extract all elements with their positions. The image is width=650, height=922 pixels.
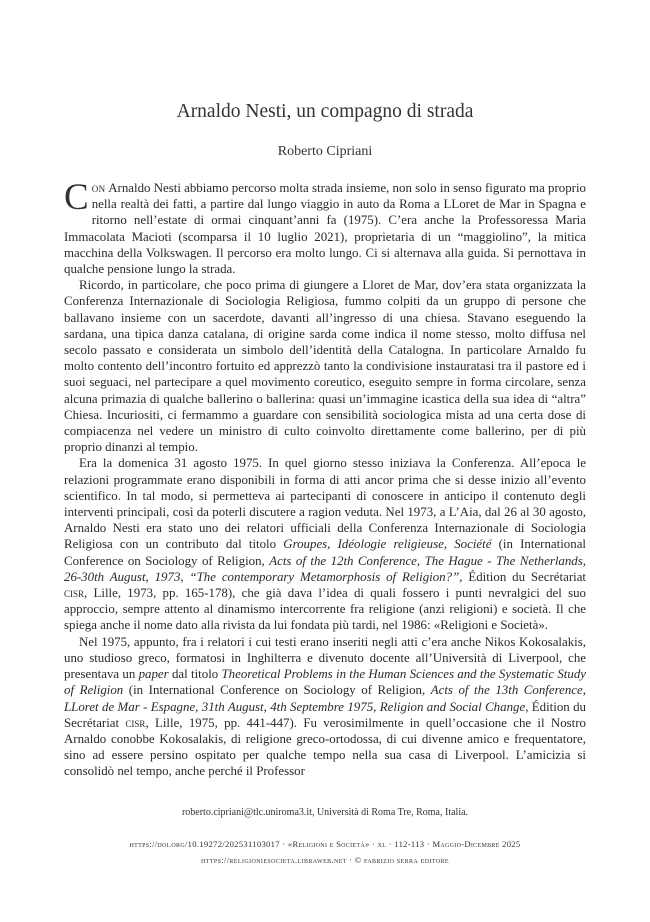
text-run: Era la domenica 31 agosto 1975. In quel giorno stesso iniziava la Conferenza. All’epoca le relazioni programmate erano disponibili in forma di atti ancor prima che si desse inizio all’evento scientifico. In tal modo, si permetteva ai partecipanti di conoscere in anticipo il contenuto degli interventi principali, così da poterli discutere a ragion veduta. Nel 1973, a L’Aia, dal 26 al 30 agosto, Arnaldo Nesti era stato uno dei relatori ufficiali della Conferenza Internazionale di Sociologia Religiosa con un contributo dal titolo xyxy=(64,456,586,552)
doi-journal-footer xyxy=(0,839,650,849)
text-run: Groupes, Idéologie religieuse, Société xyxy=(283,537,492,552)
publisher-footer xyxy=(0,856,650,865)
text-run: paper xyxy=(138,667,169,682)
paragraph xyxy=(64,277,586,455)
text-run: cisr xyxy=(64,586,85,601)
text-run: Theoretical Problems in the Human Sciences and the Systematic Study of Religion xyxy=(64,667,586,698)
text-run: Acts of the 12th Conference, The Hague - The Netherlands, 26-30th August, 1973, “The contemporary Metamorphosis of Religion?” xyxy=(64,553,586,584)
article-title: Arnaldo Nesti, un compagno di strada xyxy=(176,101,474,122)
text-run: (in International Conference on Sociology of Religion, xyxy=(123,683,431,698)
text-run: , Lille, 1973, pp. 165-178), che già dava l’idea di quali fossero i punti nevralgici del suo approccio, sempre attento al dinamismo intercorrente fra religione (anzi religioni) e società. Il che spiega anche il nome dato alla rivista da lui fondata più tardi, nel 1986: «Religioni e Società». xyxy=(64,586,586,633)
text-run: Acts of the 13th Conference, LLoret de Mar - Espagne, 31th August, 4th Septembre 1975, Religion and Social Change xyxy=(64,683,586,714)
text-run: Arnaldo Nesti abbiamo percorso molta strada insieme, non solo in senso figurato ma proprio nella realtà dei fatti, a partire dal lungo viaggio in auto da Roma a LLoret de Mar in Spagna e ritorno nell’estate di ormai cinquant’anni fa (1975). C’era anche la Professoressa Maria Immacolata Macioti (scomparsa il 10 luglio 2021), proprietaria di un “maggiolino”, la mitica macchina della Volkswagen. Il percorso era molto lungo. Ci si alternava alla guida. Si pernottava in qualche pensione lungo la strada. xyxy=(64,181,586,277)
text-run: Ricordo, in particolare, che poco prima di giungere a Lloret de Mar, dov’era stata organizzata la Conferenza Internazionale di Sociologia Religiosa, fummo colpiti da un gruppo di persone che ballavano insieme con un sacerdote, davanti all’ingresso di una chiesa. Stavano eseguendo la sardana, una tipica danza catalana, di origine sarda come indica il nome stesso, molto diffusa nel secolo passato e considerata un simbolo dell’identità della Catalogna. In particolare Arnaldo fu molto contento dell’incontro fortuito ed apprezzò tanto la condivisione instauratasi tra il pastore ed i suoi seguaci, nel partecipare a quel movimento coreutico, eseguito sempre in forma circolare, senza alcuna primazia di qualche ballerino o ballerina: quasi un’immagine icastica della sua idea di “altra” Chiesa. Incuriositi, ci fermammo a guardare con sensibilità sociologica mista ad una certa dose di compiacenza nel vedere un ministro di culto coinvolto direttamente come ballerino, per di più proprio dinanzi al tempio. xyxy=(64,278,586,455)
text-run: , Lille, 1975, pp. 441-447). Fu verosimilmente in quell’occasione che il Nostro Arnaldo conobbe Kokosalakis, di religione greco-ortodossa, di cui divenne amico e frequentatore, sino ad essere persino ospitato per qualche tempo nella sua casa di Liverpool. L’amicizia si consolidò nel tempo, anche perché il Professor xyxy=(64,715,586,779)
author-affiliation-footnote: roberto.cipriani@tlc.uniroma3.it, Università di Roma Tre, Roma, Italia. xyxy=(181,807,469,818)
publisher-footer-text: https://religioniesocieta.libraweb.net · © fabrizio serra editore xyxy=(201,856,449,865)
paragraph xyxy=(64,177,586,277)
text-run: dal titolo xyxy=(168,667,222,682)
first-word-rest: on xyxy=(91,181,106,195)
text-run: (in International Conference on Sociology of Religion, xyxy=(64,537,587,568)
text-run: , Édition du Secrétariat xyxy=(64,699,586,730)
text-run: cisr xyxy=(125,715,146,730)
paragraph xyxy=(64,634,586,780)
paragraph xyxy=(64,455,586,633)
drop-cap: C xyxy=(64,177,89,218)
text-run: Nel 1975, appunto, fra i relatori i cui testi erano inseriti negli atti c’era anche Nikos Kokosalakis, uno studioso greco, formatosi in Inghilterra e divenuto docente all’Università di Liverpool, che presentava un xyxy=(64,634,586,682)
doi-footer-text: https://doi.org/10.19272/202531103017 · «Religioni e Società» · xl · 112-113 · Maggio-Dicembre 2025 xyxy=(129,839,521,849)
article-author: Roberto Cipriani xyxy=(277,144,373,159)
text-run: , Édition du Secrétariat xyxy=(459,569,586,584)
article-body xyxy=(64,177,587,780)
